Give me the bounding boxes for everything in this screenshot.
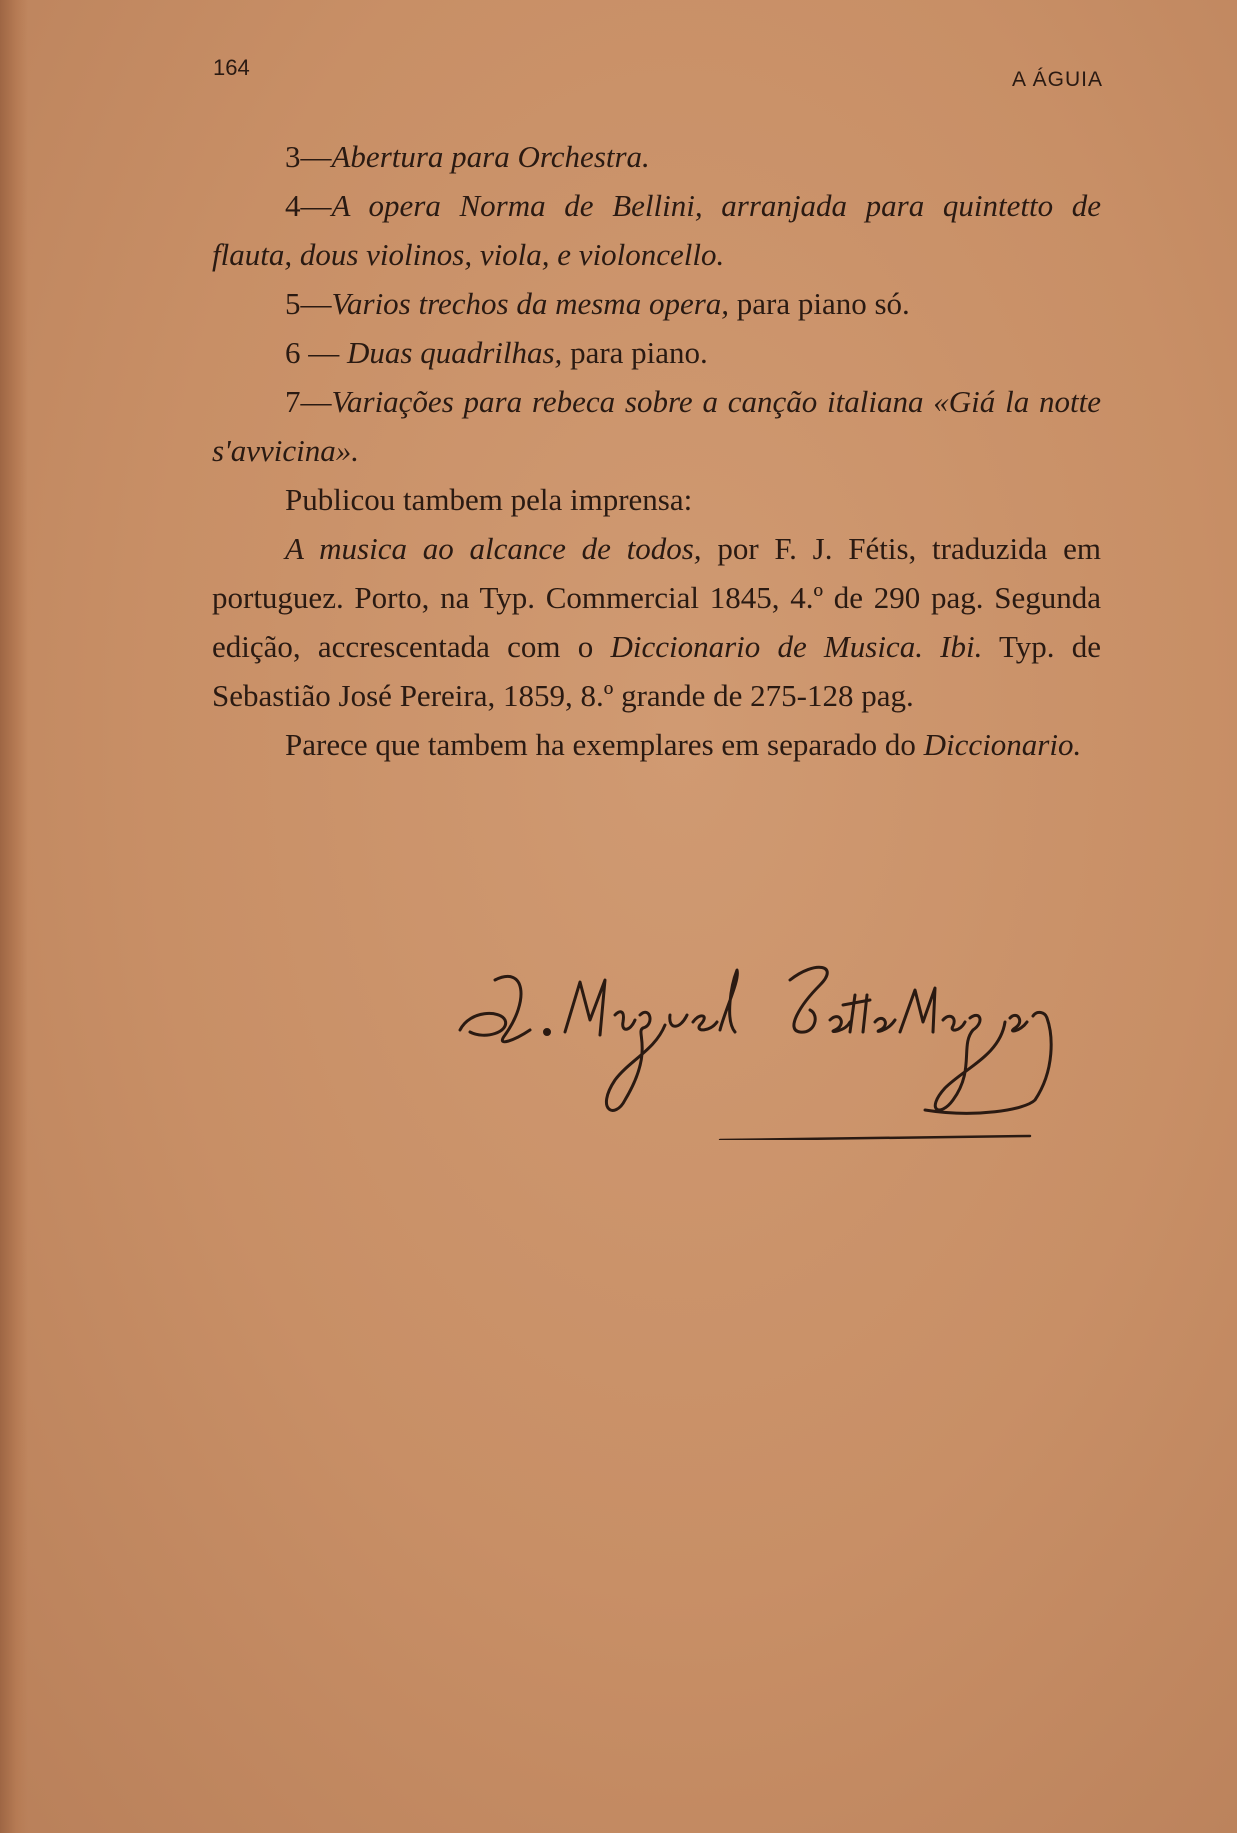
item-title: Duas quadrilhas, [347, 335, 563, 370]
item-number: 5 [285, 286, 301, 321]
body-text [212, 132, 1101, 769]
item-title: Abertura para Orchestra. [331, 139, 650, 174]
closing-dictionary: Diccionario. [923, 727, 1082, 762]
item-dash: — [300, 335, 347, 370]
item-title: A opera Norma de Bellini, arranjada para quintetto de flauta, dous violinos, viola, e violoncello. [212, 188, 1101, 272]
handwritten-signature [455, 960, 1095, 1140]
list-item [212, 328, 1101, 377]
publication-details: por F. J. Fétis, traduzida em portuguez. Porto, na Typ. Commercial 1845, 4.º de 290 pag. Segunda edição, accrescentada com o [212, 531, 1101, 664]
item-title: Variações para rebeca sobre a canção italiana «Giá la notte s'avvicina». [212, 384, 1101, 468]
closing-paragraph [212, 720, 1101, 769]
list-item [212, 279, 1101, 328]
list-item [212, 181, 1101, 279]
publication-title: A musica ao alcance de todos, [285, 531, 702, 566]
item-dash: — [300, 188, 332, 223]
item-dash: — [300, 286, 332, 321]
page-number: 164 [213, 55, 250, 80]
publication-details-2: Typ. de Sebastião José Pereira, 1859, 8.º grande de 275-128 pag. [212, 629, 1101, 713]
publication-intro: Publicou tambem pela imprensa: [285, 482, 693, 517]
list-item [212, 377, 1101, 475]
item-number: 4 [285, 188, 301, 223]
publication-paragraph [212, 524, 1101, 720]
item-note: para piano só. [729, 286, 910, 321]
item-number: 6 [285, 335, 301, 370]
item-dash: — [300, 139, 332, 174]
running-title: A ÁGUIA [1011, 68, 1103, 91]
item-title: Varios trechos da mesma opera, [331, 286, 730, 321]
item-dash: — [300, 384, 332, 419]
closing-text: Parece que tambem ha exemplares em separado do [285, 727, 924, 762]
item-number: 3 [285, 139, 301, 174]
item-note: para piano. [562, 335, 708, 370]
item-number: 7 [285, 384, 301, 419]
list-item [212, 132, 1101, 181]
page-edge-shadow [0, 0, 28, 1833]
dictionary-title: Diccionario de Musica. Ibi. [610, 629, 983, 664]
